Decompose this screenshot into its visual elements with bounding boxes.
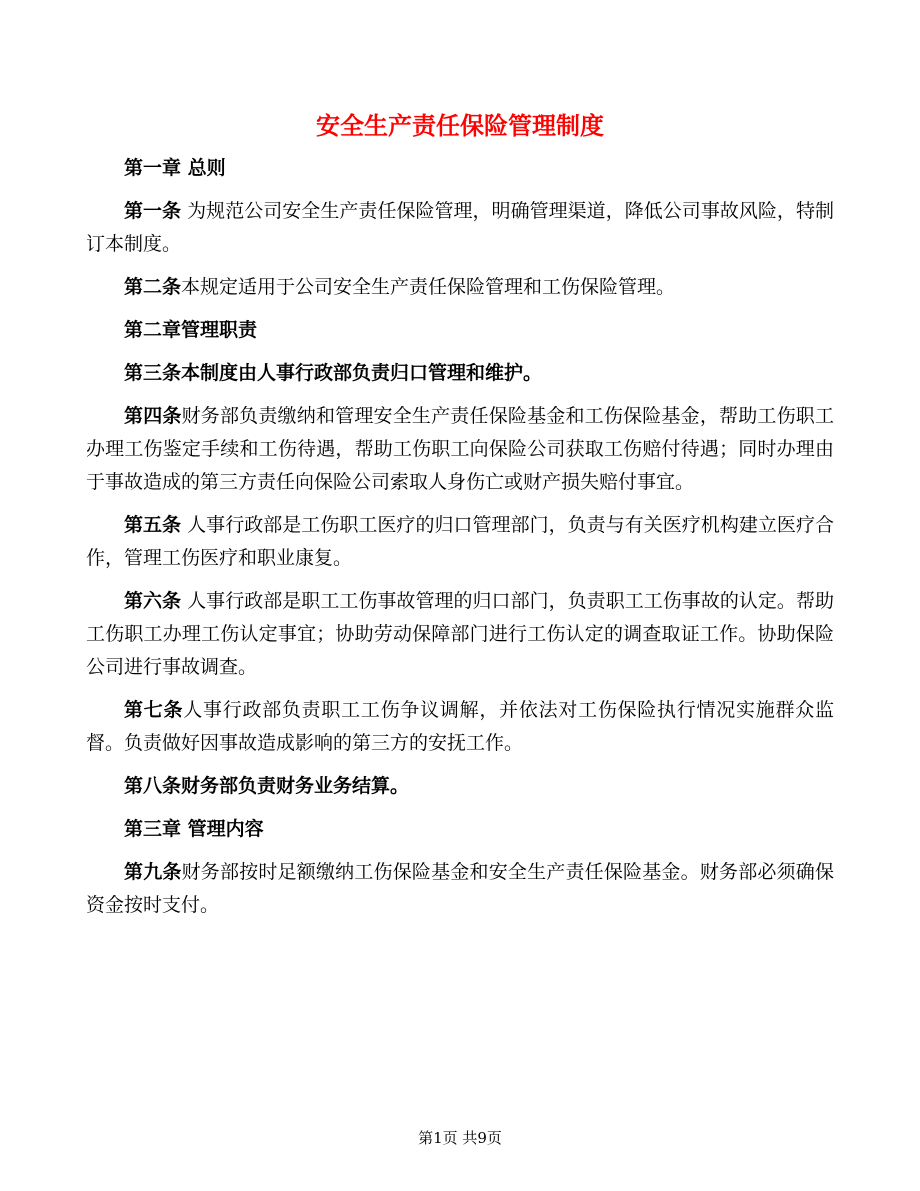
page-number-footer: 第1页 共9页 [418,1129,502,1147]
article-6-text: 人事行政部是职工工伤事故管理的归口部门，负责职工工伤事故的认定。帮助工伤职工办理工伤认定事宜；协助劳动保障部门进行工伤认定的调查取证工作。协助保险公司进行事故调查。 [86,590,834,678]
article-4 [86,400,834,499]
article-5 [86,509,834,575]
article-2-label: 第二条 [124,276,182,298]
article-2-text: 本规定适用于公司安全生产责任保险管理和工伤保险管理。 [181,276,676,298]
chapter-2-heading: 第二章管理职责 [124,319,258,341]
article-1-text: 为规范公司安全生产责任保险管理，明确管理渠道，降低公司事故风险，特制订本制度。 [86,200,834,255]
article-7 [86,694,834,760]
article-1 [86,195,834,261]
chapter-3-heading: 第三章 管理内容 [124,818,264,840]
chapter-1-heading: 第一章 总则 [124,157,226,179]
article-3: 第三条本制度由人事行政部负责归口管理和维护。 [124,362,543,384]
article-7-label: 第七条 [124,699,184,721]
article-4-text: 财务部负责缴纳和管理安全生产责任保险基金和工伤保险基金，帮助工伤职工办理工伤鉴定手续和工伤待遇，帮助工伤职工向保险公司获取工伤赔付待遇；同时办理由于事故造成的第三方责任向保险公司索取人身伤亡或财产损失赔付事宜。 [86,405,834,493]
article-9-label: 第九条 [124,861,182,883]
article-1-label: 第一条 [124,200,182,222]
article-9-text: 财务部按时足额缴纳工伤保险基金和安全生产责任保险基金。财务部必须确保资金按时支付。 [86,861,834,916]
article-4-label: 第四条 [124,405,182,427]
article-7-text: 人事行政部负责职工工伤争议调解，并依法对工伤保险执行情况实施群众监督。负责做好因事故造成影响的第三方的安抚工作。 [86,699,834,754]
document-body [86,152,834,932]
article-9 [86,856,834,922]
article-6-label: 第六条 [124,590,182,612]
article-6 [86,585,834,684]
article-5-text: 人事行政部是工伤职工医疗的归口管理部门，负责与有关医疗机构建立医疗合作，管理工伤医疗和职业康复。 [86,514,834,569]
document-title: 安全生产责任保险管理制度 [316,112,604,140]
article-5-label: 第五条 [124,514,182,536]
article-2 [86,271,834,304]
article-8: 第八条财务部负责财务业务结算。 [124,775,410,797]
